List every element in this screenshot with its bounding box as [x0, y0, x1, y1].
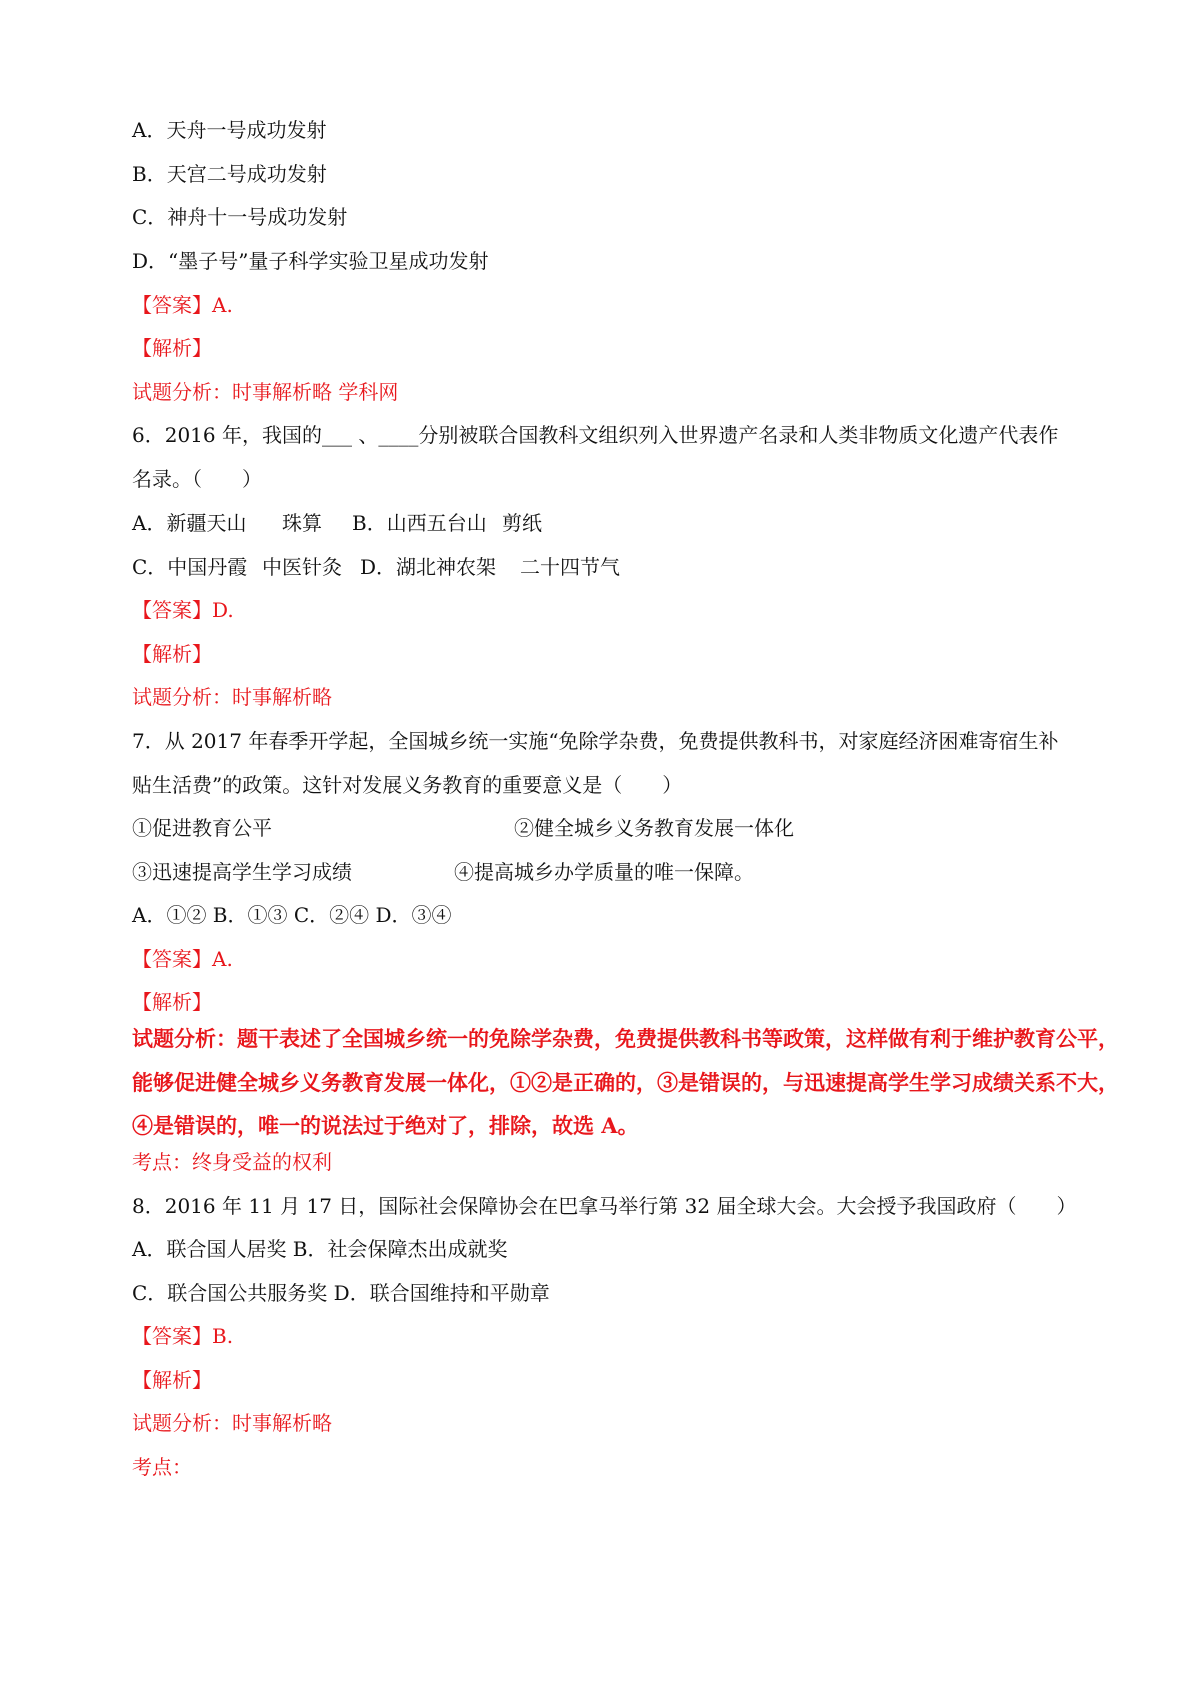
q8-options-row1: A．联合国人居奖 B．社会保障杰出成就奖: [132, 1237, 508, 1261]
q6-option-c: C．中国丹霞: [132, 555, 248, 579]
q7-analysis-line2: 能够促进健全城乡义务教育发展一体化，①②是正确的，③是错误的，与迅速提高学生学习成绩关系不大，: [132, 1070, 1119, 1095]
q7-item-1: ①促进教育公平: [132, 816, 272, 840]
q8-analysis-title: 【解析】: [132, 1368, 212, 1392]
q5-analysis: 试题分析：时事解析略 学科网: [132, 380, 399, 404]
q8-analysis: 试题分析：时事解析略: [132, 1411, 332, 1435]
q7-stem-line1: 7．从 2017 年春季开学起，全国城乡统一实施“免除学杂费，免费提供教科书，对家庭经济困难寄宿生补: [132, 729, 1059, 753]
q8-stem: 8．2016 年 11 月 17 日，国际社会保障协会在巴拿马举行第 32 届全球大会。大会授予我国政府（ ）: [132, 1194, 1077, 1218]
q8-answer: 【答案】B.: [132, 1324, 234, 1348]
q6-option-b-item2: 剪纸: [502, 511, 542, 535]
q7-items-row1: [132, 814, 794, 842]
q6-analysis: 试题分析：时事解析略: [132, 685, 332, 709]
q5-option-b: B．天宫二号成功发射: [132, 162, 327, 186]
q7-item-2: ②健全城乡义务教育发展一体化: [514, 816, 794, 840]
q5-answer: 【答案】A.: [132, 293, 233, 317]
q6-option-d-item2: 二十四节气: [520, 555, 620, 579]
q8-point: 考点：: [132, 1455, 192, 1479]
q6-options-row1: [132, 509, 542, 537]
q7-answer: 【答案】A.: [132, 947, 233, 971]
q6-analysis-title: 【解析】: [132, 642, 212, 666]
q7-analysis-title: 【解析】: [132, 990, 212, 1014]
q7-stem-line2: 贴生活费”的政策。这针对发展义务教育的重要意义是（ ）: [132, 773, 683, 797]
q6-stem-line2: 名录。（ ）: [132, 467, 262, 491]
q6-option-c-item2: 中医针灸: [262, 555, 342, 579]
q5-option-c: C．神舟十一号成功发射: [132, 205, 348, 229]
q6-option-d: D．湖北神农架: [360, 555, 497, 579]
q6-stem-line1: 6．2016 年，我国的___ 、____分别被联合国教科文组织列入世界遗产名录和人类非物质文化遗产代表作: [132, 423, 1059, 447]
q7-item-3: ③迅速提高学生学习成绩: [132, 860, 352, 884]
q6-option-a-item2: 珠算: [282, 511, 322, 535]
q5-option-a: A．天舟一号成功发射: [132, 118, 327, 142]
q8-options-row2: C．联合国公共服务奖 D．联合国维持和平勋章: [132, 1281, 550, 1305]
q7-analysis-line3: ④是错误的，唯一的说法过于绝对了，排除，故选 A。: [132, 1113, 639, 1138]
q7-point: 考点：终身受益的权利: [132, 1150, 332, 1174]
q7-options: A．①② B．①③ C．②④ D．③④: [132, 903, 452, 927]
q6-option-b: B．山西五台山: [352, 511, 487, 535]
q7-item-4: ④提高城乡办学质量的唯一保障。: [454, 860, 754, 884]
q6-option-a: A．新疆天山: [132, 511, 247, 535]
q7-analysis-line1: 试题分析：题干表述了全国城乡统一的免除学杂费，免费提供教科书等政策，这样做有利于维护教育公平，: [132, 1026, 1119, 1051]
q5-analysis-title: 【解析】: [132, 336, 212, 360]
q7-items-row2: [132, 858, 754, 886]
q6-answer: 【答案】D.: [132, 598, 234, 622]
q6-options-row2: [132, 553, 620, 581]
q5-option-d: D．“墨子号”量子科学实验卫星成功发射: [132, 249, 489, 273]
